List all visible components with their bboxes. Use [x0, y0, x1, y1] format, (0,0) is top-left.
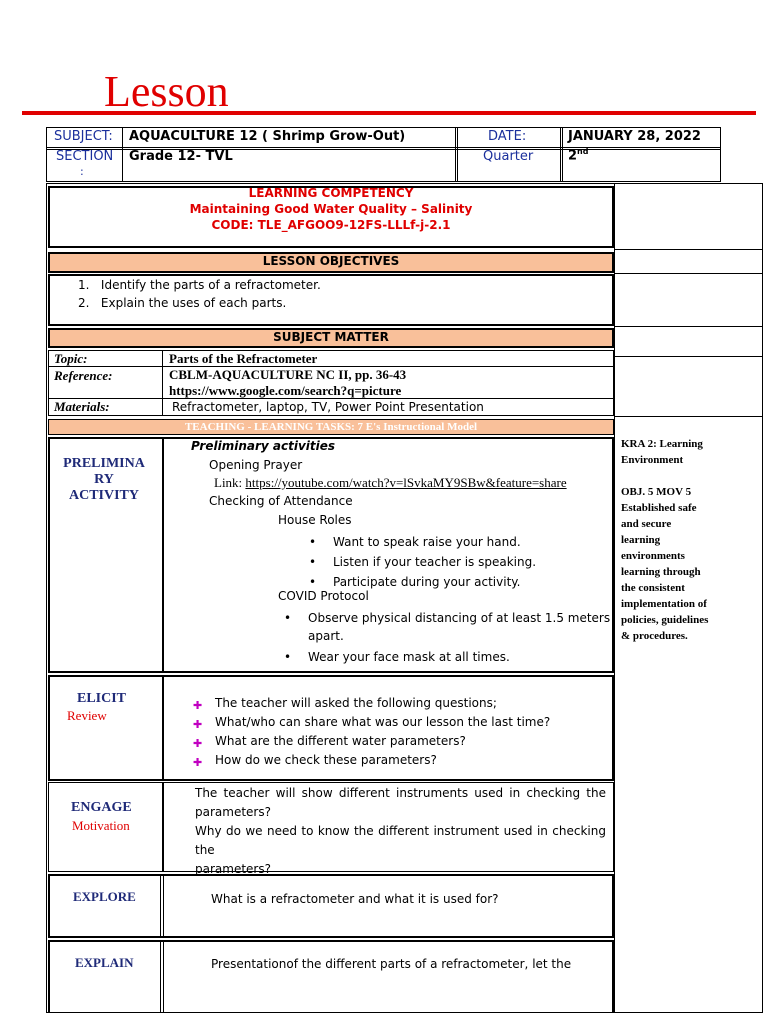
list-item: ✚ The teacher will asked the following questions;	[215, 694, 550, 713]
arrow-bullet-icon: ✚	[193, 756, 203, 769]
covid-protocol: COVID Protocol	[278, 589, 369, 603]
elicit-sub: Review	[67, 708, 107, 723]
reference-url: https://www.google.com/search?q=picture	[169, 383, 402, 398]
list-item: ✚ What are the different water parameters?	[215, 732, 550, 751]
quarter-label: Quarter	[483, 149, 534, 164]
page-title: Lesson	[104, 70, 229, 110]
preliminary-heading: Preliminary activities	[191, 439, 336, 453]
engage-text: The teacher will show different instruments used in checking the parameters? Why do we need to know the different instrument used in checking the parameters?	[195, 786, 606, 876]
explore-text: What is a refractometer and what it is used for?	[211, 892, 499, 906]
section-label: SECTION	[56, 149, 114, 164]
competency-code: CODE: TLE_AFGOO9-12FS-LLLf-j-2.1	[211, 218, 451, 232]
explore-box	[48, 874, 614, 938]
competency-heading: LEARNING COMPETENCY	[248, 186, 414, 200]
explain-label: EXPLAIN	[75, 955, 134, 970]
explore-label: EXPLORE	[73, 889, 136, 904]
arrow-bullet-icon: ✚	[193, 718, 203, 731]
objective-item: 1. Identify the parts of a refractometer.	[78, 278, 321, 292]
materials-label: Materials:	[54, 399, 110, 414]
quarter-value: 2nd	[568, 147, 589, 164]
prayer-link: Link: https://youtube.com/watch?v=lSvkaMY9SBw&feature=share	[214, 475, 567, 490]
elicit-list	[193, 694, 551, 770]
covid-list	[308, 609, 610, 666]
date-label: DATE:	[488, 129, 527, 144]
preliminary-label: PRELIMINA RY ACTIVITY	[63, 456, 145, 503]
list-item: • Wear your face mask at all times.	[308, 648, 610, 666]
subject-label: SUBJECT:	[54, 129, 113, 144]
arrow-bullet-icon: ✚	[193, 699, 203, 712]
opening-prayer: Opening Prayer	[209, 458, 303, 472]
objectives-heading: LESSON OBJECTIVES	[262, 254, 400, 268]
competency-title: Maintaining Good Water Quality – Salinity	[189, 202, 473, 216]
objectives-list	[78, 276, 321, 312]
engage-sub: Motivation	[72, 818, 130, 833]
tasks-banner: TEACHING - LEARNING TASKS: 7 E's Instructional Model	[184, 421, 478, 433]
list-item: ✚ How do we check these parameters?	[215, 751, 550, 770]
list-item: • Observe physical distancing of at least 1.5 meters	[308, 609, 610, 627]
list-item: ✚ What/who can share what was our lesson the last time?	[215, 713, 550, 732]
topic-label: Topic:	[54, 351, 88, 366]
kra-note: KRA 2: Learning Environment OBJ. 5 MOV 5 Established safe and secure learning environments learning through the consistent implementation of policies, guidelines & procedures.	[621, 438, 709, 642]
list-item: • Participate during your activity.	[333, 572, 536, 592]
subject-value: AQUACULTURE 12 ( Shrimp Grow-Out)	[129, 129, 406, 144]
subject-matter-heading: SUBJECT MATTER	[273, 330, 389, 344]
reference-label: Reference:	[54, 368, 113, 383]
elicit-label: ELICIT	[77, 691, 127, 706]
house-roles: House Roles	[278, 513, 352, 527]
engage-label: ENGAGE	[71, 800, 132, 815]
arrow-bullet-icon: ✚	[193, 737, 203, 750]
materials-value: Refractometer, laptop, TV, Power Point Presentation	[172, 400, 484, 414]
list-item: • Listen if your teacher is speaking.	[333, 552, 536, 572]
reference-value: CBLM-AQUACULTURE NC II, pp. 36-43	[169, 367, 407, 382]
topic-value: Parts of the Refractometer	[169, 351, 318, 366]
title-rule	[22, 111, 756, 115]
explain-box	[48, 940, 614, 1013]
list-item-continuation: apart.	[308, 629, 344, 643]
attendance: Checking of Attendance	[209, 494, 353, 508]
objective-item: 2. Explain the uses of each parts.	[78, 296, 287, 310]
house-roles-list	[333, 532, 536, 592]
explain-text: Presentationof the different parts of a refractometer, let the	[211, 957, 572, 971]
section-colon: :	[80, 165, 84, 178]
date-value: JANUARY 28, 2022	[568, 129, 701, 144]
prayer-link-url[interactable]: https://youtube.com/watch?v=lSvkaMY9SBw&feature=share	[245, 475, 567, 490]
list-item: • Want to speak raise your hand.	[333, 532, 536, 552]
section-value: Grade 12- TVL	[129, 149, 233, 164]
